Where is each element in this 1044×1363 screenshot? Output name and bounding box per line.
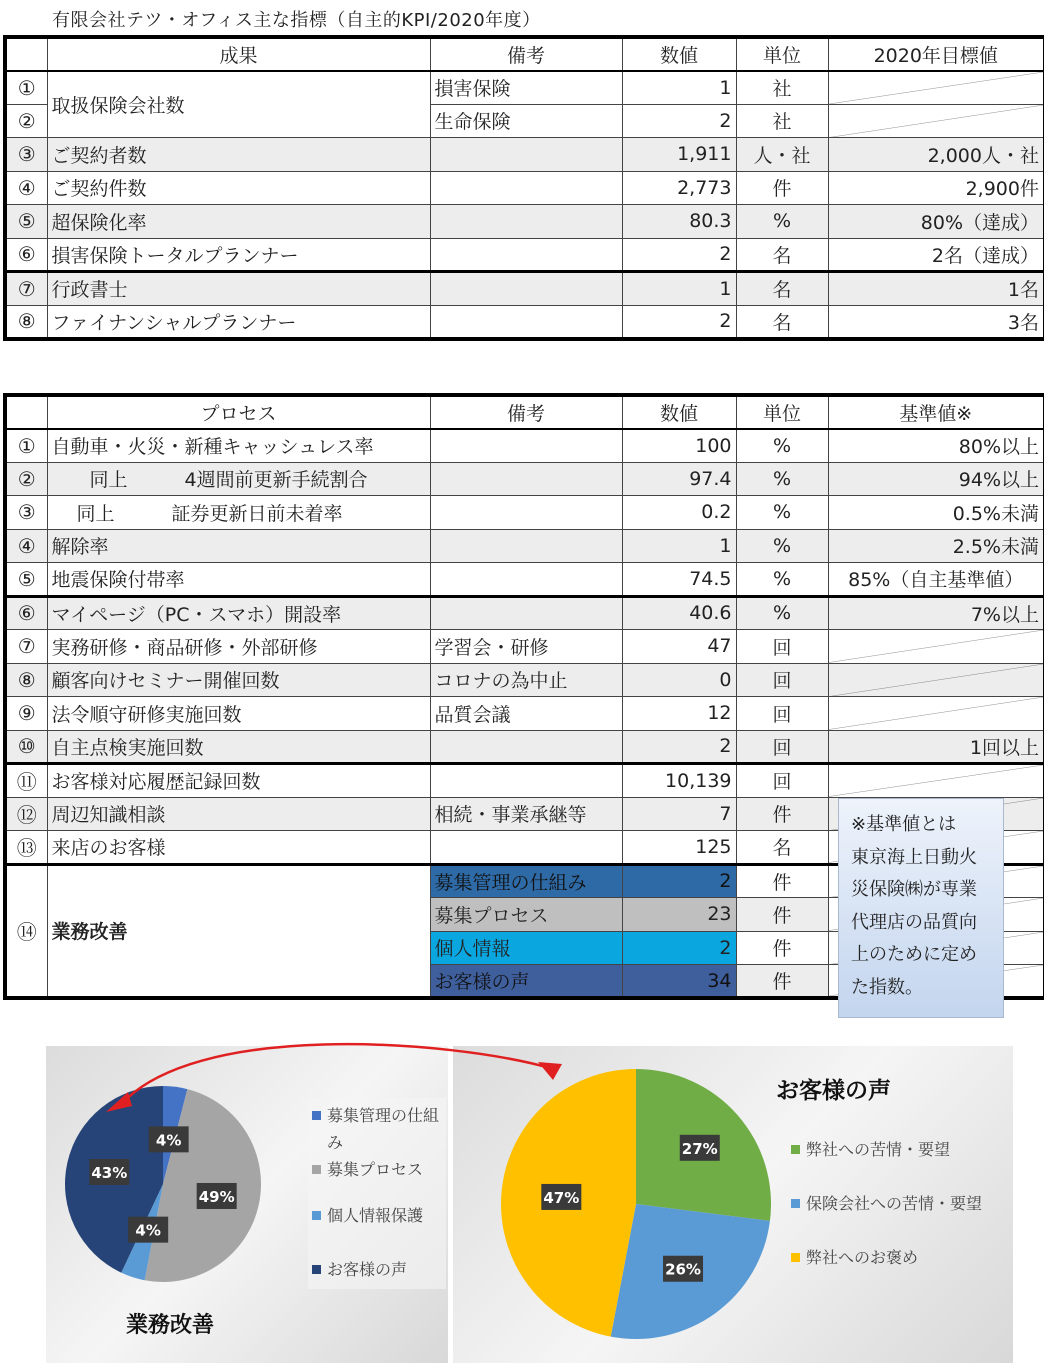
legend-swatch	[312, 1265, 321, 1274]
value-cell: 10,139	[622, 764, 736, 798]
unit-cell: 件	[736, 898, 828, 932]
note-cell	[430, 305, 622, 339]
pie-data-label	[89, 1159, 129, 1185]
target-cell: 94%以上	[828, 462, 1044, 496]
kaizen-chart-title: 業務改善	[126, 1313, 215, 1338]
voice-chart-title: お客様の声	[776, 1078, 891, 1104]
note-cell	[430, 205, 622, 239]
value-cell: 1,911	[622, 138, 736, 172]
value-cell: 1	[622, 71, 736, 105]
unit-cell: 回	[736, 730, 828, 764]
pie-data-label	[197, 1183, 237, 1209]
unit-cell: 件	[736, 864, 828, 898]
note-cell: コロナの為中止	[430, 663, 622, 697]
row-number: ⑦	[5, 630, 47, 664]
pie-data-label	[680, 1135, 720, 1161]
note-cell	[430, 730, 622, 764]
item-label: お客様対応履歴記録回数	[47, 764, 430, 798]
unit-cell: %	[736, 429, 828, 463]
outcome-table	[3, 35, 1044, 341]
unit-cell: 回	[736, 663, 828, 697]
note-cell	[430, 831, 622, 865]
value-cell: 125	[622, 831, 736, 865]
target-cell: 2名（達成）	[828, 238, 1044, 272]
page-title: 有限会社テツ・オフィス主な指標（自主的KPI/2020年度）	[52, 10, 541, 31]
note-line: ※基準値とは	[851, 814, 957, 835]
pie-label-text: 43%	[91, 1164, 128, 1183]
unit-cell: 社	[736, 104, 828, 138]
legend-item	[312, 1102, 440, 1156]
legend-swatch	[791, 1145, 800, 1154]
unit-cell: 名	[736, 831, 828, 865]
corner-cell	[5, 395, 47, 429]
value-cell: 97.4	[622, 462, 736, 496]
item-label: 同上 4週間前更新手続割合	[47, 462, 430, 496]
pie-label-text: 4%	[155, 1131, 182, 1150]
target-cell: 2,900件	[828, 171, 1044, 205]
value-cell: 2	[622, 305, 736, 339]
note-cell	[430, 496, 622, 530]
item-label: 取扱保険会社数	[47, 71, 430, 138]
row-number: ⑦	[5, 272, 47, 306]
row-number: ⑨	[5, 697, 47, 731]
row-number: ①	[5, 429, 47, 463]
row-number: ④	[5, 529, 47, 563]
target-cell: 85%（自主基準値）	[828, 563, 1044, 597]
header-standard: 基準値※	[828, 395, 1044, 429]
kaizen-value-cell: 23	[622, 898, 736, 932]
note-cell	[430, 462, 622, 496]
value-cell: 100	[622, 429, 736, 463]
header-note: 備考	[430, 395, 622, 429]
value-cell: 12	[622, 697, 736, 731]
note-line: 災保険㈱が専業	[851, 879, 977, 900]
value-cell: 80.3	[622, 205, 736, 239]
value-cell: 2	[622, 730, 736, 764]
voice-chart-panel	[453, 1046, 1013, 1363]
value-cell: 2	[622, 104, 736, 138]
target-cell: 7%以上	[828, 596, 1044, 630]
row-number: ⑧	[5, 663, 47, 697]
note-line: た指数。	[851, 976, 923, 998]
legend-item	[791, 1190, 1006, 1217]
note-line: 代理店の品質向	[851, 911, 977, 933]
item-label: 解除率	[47, 529, 430, 563]
target-empty-cell	[828, 71, 1044, 105]
target-empty-cell	[828, 104, 1044, 138]
row-number: ①	[5, 71, 47, 105]
header-value: 数値	[622, 37, 736, 71]
item-label: 法令順守研修実施回数	[47, 697, 430, 731]
note-cell: 品質会議	[430, 697, 622, 731]
kaizen-note-cell: 募集プロセス	[430, 898, 622, 932]
pie-label-text: 47%	[543, 1188, 580, 1207]
row-number: ⑤	[5, 205, 47, 239]
unit-cell: 名	[736, 238, 828, 272]
pie-label-text: 26%	[665, 1260, 701, 1279]
row-number: ⑤	[5, 563, 47, 597]
item-label: 顧客向けセミナー開催回数	[47, 663, 430, 697]
row-number: ③	[5, 138, 47, 172]
unit-cell: %	[736, 529, 828, 563]
value-cell: 0.2	[622, 496, 736, 530]
row-number: ⑫	[5, 797, 47, 831]
legend-item	[791, 1136, 1006, 1163]
note-cell: 学習会・研修	[430, 630, 622, 664]
legend-label: 個人情報保護	[327, 1206, 424, 1225]
item-label: ファイナンシャルプランナー	[47, 305, 430, 339]
header-outcome: 成果	[47, 37, 430, 71]
value-cell: 74.5	[622, 563, 736, 597]
value-cell: 0	[622, 663, 736, 697]
note-line: 上のために定め	[851, 944, 977, 965]
target-cell: 2,000人・社	[828, 138, 1044, 172]
unit-cell: 名	[736, 272, 828, 306]
header-value: 数値	[622, 395, 736, 429]
legend-label: 保険会社への苦情・要望	[806, 1194, 983, 1213]
header-note: 備考	[430, 37, 622, 71]
unit-cell: 回	[736, 697, 828, 731]
kaizen-note-cell: 個人情報	[430, 931, 622, 965]
item-label: 周辺知識相談	[47, 797, 430, 831]
note-cell	[430, 272, 622, 306]
value-cell: 1	[622, 272, 736, 306]
kaizen-legend	[308, 1098, 446, 1289]
target-cell: 2.5%未満	[828, 529, 1044, 563]
header-process: プロセス	[47, 395, 430, 429]
value-cell: 2	[622, 238, 736, 272]
item-label: マイページ（PC・スマホ）開設率	[47, 596, 430, 630]
target-cell: 80%（達成）	[828, 205, 1044, 239]
note-cell: 損害保険	[430, 71, 622, 105]
note-cell: 相続・事業承継等	[430, 797, 622, 831]
unit-cell: 件	[736, 797, 828, 831]
legend-item	[312, 1256, 440, 1283]
legend-item	[791, 1244, 1006, 1271]
target-empty-cell	[828, 630, 1044, 664]
unit-cell: %	[736, 496, 828, 530]
kaizen-note-cell: お客様の声	[430, 965, 622, 999]
pie-label-text: 49%	[198, 1187, 235, 1206]
legend-swatch	[791, 1253, 800, 1262]
value-cell: 1	[622, 529, 736, 563]
row-number: ⑪	[5, 764, 47, 798]
item-label: ご契約件数	[47, 171, 430, 205]
row-number: ②	[5, 104, 47, 138]
pie-data-label	[149, 1126, 189, 1152]
header-unit: 単位	[736, 37, 828, 71]
unit-cell: 件	[736, 171, 828, 205]
legend-label: 募集管理の仕組み	[327, 1106, 440, 1152]
legend-swatch	[312, 1165, 321, 1174]
item-label: 自主点検実施回数	[47, 730, 430, 764]
legend-item	[312, 1202, 440, 1229]
header-unit: 単位	[736, 395, 828, 429]
target-cell: 1名	[828, 272, 1044, 306]
item-label: 超保険化率	[47, 205, 430, 239]
unit-cell: 回	[736, 764, 828, 798]
item-label: 自動車・火災・新種キャッシュレス率	[47, 429, 430, 463]
unit-cell: %	[736, 462, 828, 496]
unit-cell: 名	[736, 305, 828, 339]
unit-cell: %	[736, 563, 828, 597]
item-label: 実務研修・商品研修・外部研修	[47, 630, 430, 664]
row-number: ②	[5, 462, 47, 496]
unit-cell: %	[736, 205, 828, 239]
pie-data-label	[128, 1217, 168, 1243]
target-cell: 3名	[828, 305, 1044, 339]
unit-cell: %	[736, 596, 828, 630]
target-empty-cell	[828, 663, 1044, 697]
row-number: ⑥	[5, 596, 47, 630]
corner-cell	[5, 37, 47, 71]
note-line: 東京海上日動火	[851, 846, 977, 868]
note-cell	[430, 764, 622, 798]
kaizen-value-cell: 34	[622, 965, 736, 999]
target-cell: 1回以上	[828, 730, 1044, 764]
header-target: 2020年目標値	[828, 37, 1044, 71]
row-number: ④	[5, 171, 47, 205]
target-cell: 80%以上	[828, 429, 1044, 463]
note-cell	[430, 429, 622, 463]
unit-cell: 社	[736, 71, 828, 105]
unit-cell: 回	[736, 630, 828, 664]
pie-label-text: 4%	[135, 1221, 161, 1240]
row-number: ⑥	[5, 238, 47, 272]
target-cell: 0.5%未満	[828, 496, 1044, 530]
kaizen-note-cell: 募集管理の仕組み	[430, 864, 622, 898]
note-cell	[430, 138, 622, 172]
unit-cell: 件	[736, 931, 828, 965]
pie-data-label	[541, 1184, 581, 1210]
row-number: ⑧	[5, 305, 47, 339]
note-cell	[430, 563, 622, 597]
target-empty-cell	[828, 764, 1044, 798]
value-cell: 47	[622, 630, 736, 664]
item-label: 行政書士	[47, 272, 430, 306]
pie-data-label	[663, 1256, 703, 1282]
item-label-kaizen: 業務改善	[47, 864, 430, 998]
note-cell	[430, 596, 622, 630]
row-number: ⑭	[5, 864, 47, 998]
kaizen-value-cell: 2	[622, 931, 736, 965]
kaizen-chart-panel	[46, 1046, 448, 1363]
legend-swatch	[312, 1211, 321, 1220]
voice-legend	[791, 1136, 1006, 1271]
legend-swatch	[791, 1199, 800, 1208]
item-label: 同上 証券更新日前未着率	[47, 496, 430, 530]
legend-item	[312, 1156, 440, 1183]
kaizen-value-cell: 2	[622, 864, 736, 898]
item-label: ご契約者数	[47, 138, 430, 172]
row-number: ⑩	[5, 730, 47, 764]
value-cell: 7	[622, 797, 736, 831]
note-cell	[430, 171, 622, 205]
legend-label: 募集プロセス	[327, 1160, 424, 1179]
standard-note-box	[838, 798, 1004, 1018]
unit-cell: 件	[736, 965, 828, 999]
value-cell: 2,773	[622, 171, 736, 205]
unit-cell: 人・社	[736, 138, 828, 172]
row-number: ③	[5, 496, 47, 530]
pie-label-text: 27%	[681, 1139, 718, 1158]
legend-label: 弊社への苦情・要望	[806, 1140, 951, 1159]
item-label: 来店のお客様	[47, 831, 430, 865]
value-cell: 40.6	[622, 596, 736, 630]
note-cell: 生命保険	[430, 104, 622, 138]
note-cell	[430, 238, 622, 272]
note-cell	[430, 529, 622, 563]
item-label: 地震保険付帯率	[47, 563, 430, 597]
target-empty-cell	[828, 697, 1044, 731]
item-label: 損害保険トータルプランナー	[47, 238, 430, 272]
legend-swatch	[312, 1111, 321, 1120]
legend-label: お客様の声	[327, 1260, 408, 1279]
legend-label: 弊社へのお褒め	[806, 1248, 919, 1267]
row-number: ⑬	[5, 831, 47, 865]
